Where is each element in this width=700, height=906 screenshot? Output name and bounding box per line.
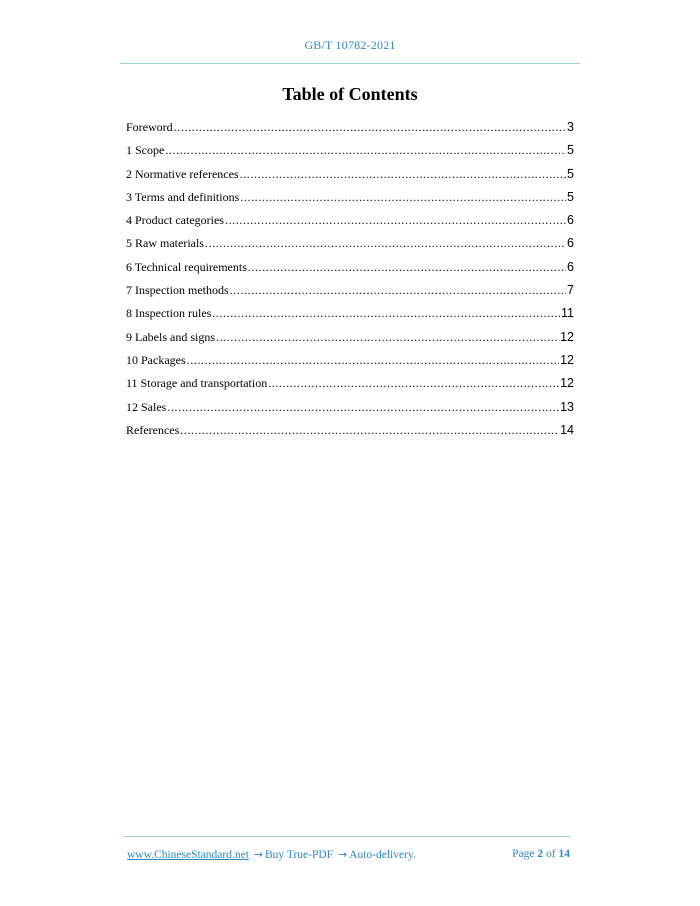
toc-entry-foreword[interactable] — [126, 116, 574, 139]
toc-entry-storage-and-transportation[interactable] — [126, 372, 574, 395]
toc-entry-technical-requirements[interactable] — [126, 256, 574, 279]
toc-entry-label: 4 Product categories — [126, 213, 224, 228]
toc-entry-label: 10 Packages — [126, 352, 186, 367]
toc-entry-page: 5 — [567, 189, 574, 204]
page-indicator — [512, 848, 570, 860]
page-title: Table of Contents — [282, 84, 418, 104]
toc-entry-page: 12 — [560, 352, 574, 367]
toc-entry-scope[interactable] — [126, 139, 574, 162]
toc-entry-label: 5 Raw materials — [126, 236, 204, 251]
website-link[interactable]: www.ChineseStandard.net — [127, 849, 249, 861]
total-page-count: 14 — [558, 848, 570, 860]
toc-entry-packages[interactable] — [126, 349, 574, 372]
toc-entry-page: 6 — [567, 236, 574, 251]
toc-leader-dots — [205, 232, 566, 255]
toc-entry-label: 9 Labels and signs — [126, 329, 215, 344]
arrow-right-icon: → — [337, 848, 348, 861]
toc-entry-page: 13 — [560, 399, 574, 414]
toc-entry-page: 6 — [567, 259, 574, 274]
buy-true-pdf-text: Buy True-PDF — [265, 849, 334, 861]
toc-entry-inspection-methods[interactable] — [126, 279, 574, 302]
toc-leader-dots — [212, 302, 560, 325]
toc-entry-label: 12 Sales — [126, 399, 167, 414]
toc-entry-label: 7 Inspection methods — [126, 283, 229, 298]
toc-leader-dots — [165, 139, 566, 162]
toc-leader-dots — [167, 396, 559, 419]
toc-entry-page: 3 — [567, 120, 574, 134]
toc-entry-label: 8 Inspection rules — [126, 306, 212, 321]
arrow-right-icon: → — [253, 848, 263, 861]
auto-delivery-text: Auto-delivery. — [349, 849, 416, 861]
toc-entry-page: 14 — [560, 422, 574, 437]
toc-entry-label: 2 Normative references — [126, 166, 239, 181]
toc-entry-labels-and-signs[interactable] — [126, 326, 574, 349]
toc-entry-page: 12 — [560, 329, 574, 344]
toc-leader-dots — [187, 349, 559, 372]
footer-divider — [123, 836, 571, 837]
toc-leader-dots — [174, 116, 566, 139]
toc-entry-label: 3 Terms and definitions — [126, 189, 240, 204]
toc-entry-references[interactable] — [126, 419, 574, 442]
toc-leader-dots — [230, 279, 566, 302]
toc-leader-dots — [240, 163, 566, 186]
toc-leader-dots — [225, 209, 566, 232]
toc-entry-normative-references[interactable] — [126, 163, 574, 186]
toc-entry-page: 11 — [561, 306, 574, 321]
of-word: of — [546, 848, 556, 860]
toc-entry-inspection-rules[interactable] — [126, 302, 574, 325]
toc-entry-label: Foreword — [126, 120, 173, 134]
toc-leader-dots — [240, 186, 566, 209]
toc-entry-product-categories[interactable] — [126, 209, 574, 232]
header-divider — [120, 63, 580, 64]
toc-leader-dots — [268, 372, 559, 395]
toc-entry-page: 6 — [567, 213, 574, 228]
toc-entry-sales[interactable] — [126, 396, 574, 419]
toc-leader-dots — [180, 419, 559, 442]
toc-entry-terms-and-definitions[interactable] — [126, 186, 574, 209]
toc-entry-page: 7 — [567, 283, 574, 298]
toc-entry-raw-materials[interactable] — [126, 232, 574, 255]
toc-entry-label: 1 Scope — [126, 143, 165, 158]
toc-entry-page: 5 — [567, 143, 574, 158]
toc-entry-label: 6 Technical requirements — [126, 259, 247, 274]
table-of-contents — [126, 116, 574, 442]
toc-entry-page: 5 — [567, 166, 574, 181]
footer-promo — [127, 848, 416, 861]
standard-code: GB/T 10782-2021 — [304, 38, 396, 52]
toc-leader-dots — [216, 326, 559, 349]
page-header — [0, 38, 700, 53]
current-page-number: 2 — [537, 848, 544, 860]
page-word: Page — [512, 848, 535, 860]
toc-entry-page: 12 — [560, 376, 574, 391]
toc-leader-dots — [248, 256, 566, 279]
toc-entry-label: 11 Storage and transportation — [126, 376, 268, 391]
toc-entry-label: References — [126, 422, 180, 437]
